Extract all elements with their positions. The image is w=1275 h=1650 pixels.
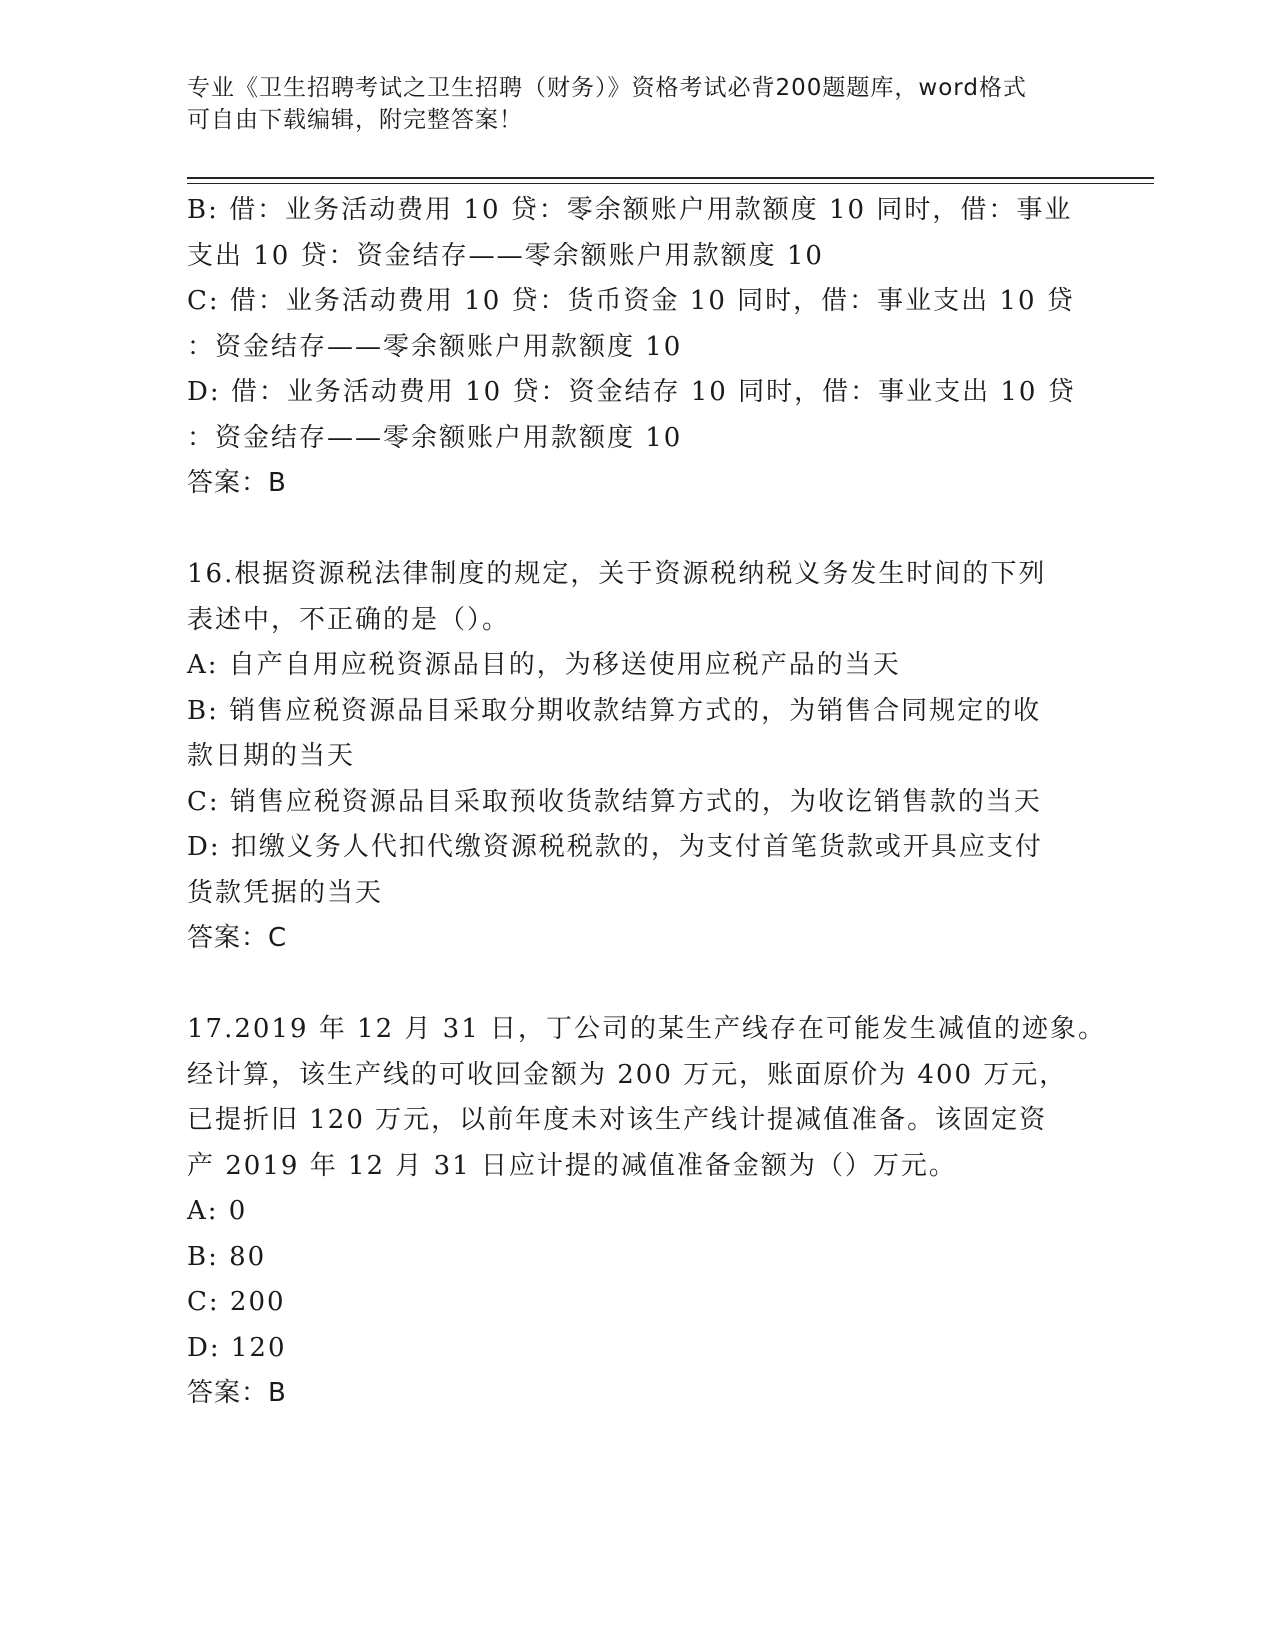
q17-stem-line-2: 经计算，该生产线的可收回金额为 200 万元，账面原价为 400 万元， bbox=[187, 1059, 1068, 1090]
header-line-1: 专业《卫生招聘考试之卫生招聘（财务）》资格考试必背200题题库，word格式 bbox=[187, 75, 1027, 101]
spacer bbox=[187, 507, 1087, 553]
q15-option-b-line-1: B: 借：业务活动费用 10 贷：零余额账户用款额度 10 同时，借：事业 bbox=[187, 195, 1073, 225]
q17-stem-line-3: 已提折旧 120 万元，以前年度未对该生产线计提减值准备。该固定资 bbox=[187, 1105, 1048, 1135]
header-rule-thin bbox=[187, 183, 1154, 184]
q16-option-b-line-1: B: 销售应税资源品目采取分期收款结算方式的，为销售合同规定的收 bbox=[187, 695, 1042, 726]
q17-option-a: A: 0 bbox=[187, 1196, 248, 1226]
q15-answer: 答案：B bbox=[187, 468, 287, 498]
q16-option-d-line-2: 货款凭据的当天 bbox=[187, 877, 384, 908]
q16-option-c: C: 销售应税资源品目采取预收货款结算方式的，为收讫销售款的当天 bbox=[187, 786, 1042, 817]
q15-option-c-line-1: C: 借：业务活动费用 10 贷：货币资金 10 同时，借：事业支出 10 贷 bbox=[187, 286, 1075, 316]
question-16 bbox=[187, 552, 1087, 962]
q16-option-b-line-2: 款日期的当天 bbox=[187, 741, 356, 771]
q17-option-b: B: 80 bbox=[187, 1241, 267, 1272]
document-header bbox=[187, 72, 1087, 136]
q17-option-d: D: 120 bbox=[187, 1332, 287, 1363]
q16-answer: 答案：C bbox=[187, 923, 288, 953]
q17-option-c: C: 200 bbox=[187, 1287, 286, 1317]
q16-stem-line-2: 表述中，不正确的是（）。 bbox=[187, 604, 511, 635]
spacer bbox=[187, 962, 1087, 1008]
q16-stem-line-1: 16.根据资源税法律制度的规定，关于资源税纳税义务发生时间的下列 bbox=[187, 559, 1047, 589]
q16-option-a: A: 自产自用应税资源品目的，为移送使用应税产品的当天 bbox=[187, 650, 901, 680]
q17-stem-line-1: 17.2019 年 12 月 31 日，丁公司的某生产线存在可能发生减值的迹象。 bbox=[187, 1014, 1107, 1044]
question-17 bbox=[187, 1007, 1107, 1417]
q17-stem-line-4: 产 2019 年 12 月 31 日应计提的减值准备金额为（）万元。 bbox=[187, 1150, 957, 1181]
question-15-continued bbox=[187, 188, 1087, 507]
header-rule-thick bbox=[187, 177, 1154, 179]
q16-option-d-line-1: D: 扣缴义务人代扣代缴资源税税款的，为支付首笔货款或开具应支付 bbox=[187, 832, 1043, 862]
q15-option-b-line-2: 支出 10 贷：资金结存——零余额账户用款额度 10 bbox=[187, 240, 824, 271]
q15-option-d-line-1: D: 借：业务活动费用 10 贷：资金结存 10 同时，借：事业支出 10 贷 bbox=[187, 377, 1076, 407]
q15-option-d-line-2: ：资金结存——零余额账户用款额度 10 bbox=[187, 422, 683, 453]
q15-option-c-line-2: ：资金结存——零余额账户用款额度 10 bbox=[187, 331, 683, 362]
q17-answer: 答案：B bbox=[187, 1378, 287, 1408]
document-body bbox=[187, 188, 1107, 1417]
header-line-2: 可自由下载编辑，附完整答案！ bbox=[187, 107, 523, 133]
